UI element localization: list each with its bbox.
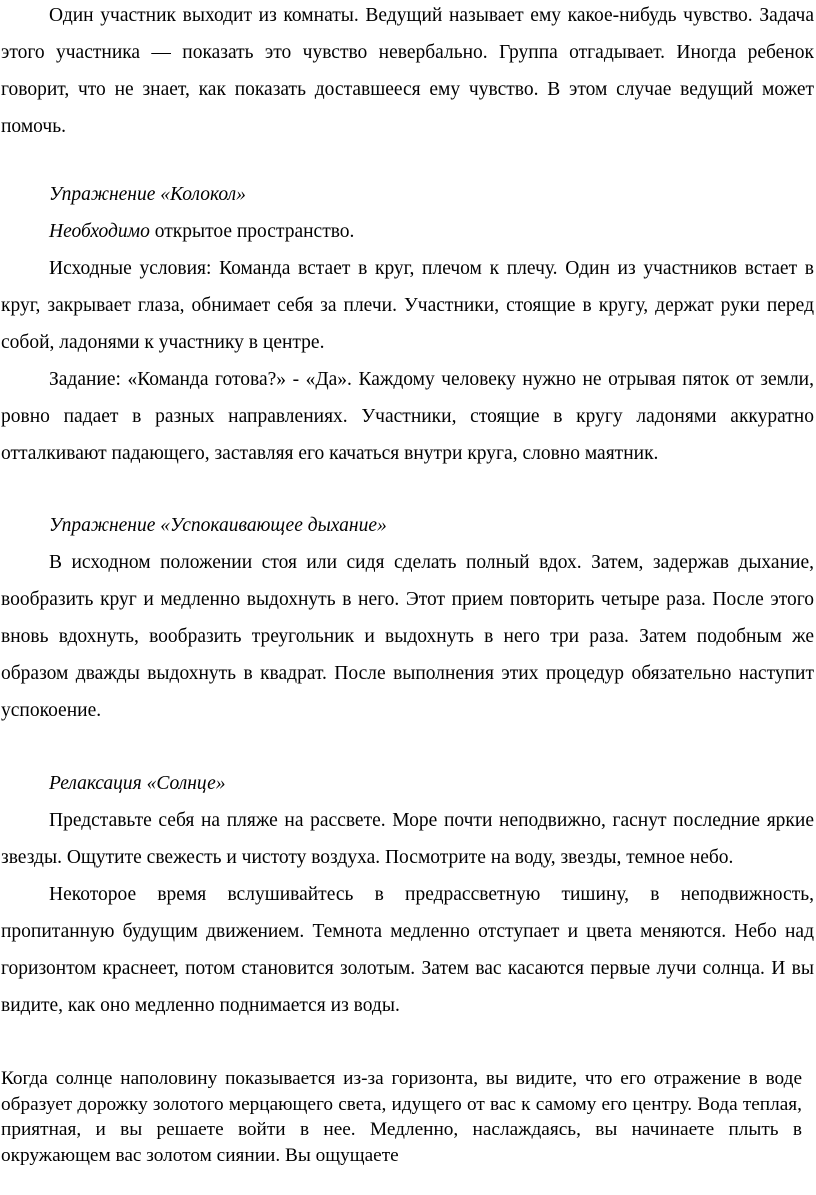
bell-exercise-requirement [0,213,816,250]
sun-relaxation-section [0,765,816,1024]
bell-exercise-conditions: Исходные условия: Команда встает в круг, плечом к плечу. Один из участников встает в круг, закрывает глаза, обнимает себя за плечи. Участники, стоящие в кругу, держат руки перед собой, ладонями к участнику в центре. [1,258,814,353]
requirement-text: открытое пространство. [149,221,355,242]
intro-paragraph: Один участник выходит из комнаты. Ведущий называет ему какое-нибудь чувство. Задача этого участника — показать это чувство невербально. Группа отгадывает. Иногда ребенок говорит, что не знает, как показать доставшееся ему чувство. В этом случае ведущий может помочь. [1,5,814,137]
sun-relaxation-paragraph-2: Некоторое время вслушивайтесь в предрассветную тишину, в неподвижность, пропитанную будущим движением. Темнота медленно отступает и цвета меняются. Небо над горизонтом краснеет, потом становится золотым. Затем вас касаются первые лучи солнца. И вы видите, как оно медленно поднимается из воды. [1,884,814,1016]
requirement-label: Необходимо [49,221,150,242]
sun-relaxation-title: Релаксация «Солнце» [49,773,226,794]
bell-exercise-section [0,176,816,472]
intro-section [0,0,816,145]
breathing-exercise-section [0,507,816,729]
bell-exercise-title: Упражнение «Колокол» [49,184,246,205]
breathing-exercise-title: Упражнение «Успокаивающее дыхание» [49,515,387,536]
sun-relaxation-paragraph-3: Когда солнце наполовину показывается из-за горизонта, вы видите, что его отражение в воде образует дорожку золотого мерцающего света, идущего от вас к самому его центру. Вода теплая, приятная, и вы решаете войти в нее. Медленно, наслаждаясь, вы начинаете плыть в окружающем вас золотом сиянии. Вы ощущаете [1,1068,802,1167]
sun-relaxation-paragraph-1: Представьте себя на пляже на рассвете. Море почти неподвижно, гаснут последние яркие звезды. Ощутите свежесть и чистоту воздуха. Посмотрите на воду, звезды, темное небо. [1,810,814,868]
bell-exercise-task: Задание: «Команда готова?» - «Да». Каждому человеку нужно не отрывая пяток от земли, ровно падает в разных направлениях. Участники, стоящие в кругу ладонями аккуратно отталкивают падающего, заставляя его качаться внутри круга, словно маятник. [1,369,814,464]
sun-relaxation-continuation [0,1066,816,1169]
breathing-exercise-text: В исходном положении стоя или сидя сделать полный вдох. Затем, задержав дыхание, вообразить круг и медленно выдохнуть в него. Этот прием повторить четыре раза. После этого вновь вдохнуть, вообразить треугольник и выдохнуть в него три раза. Затем подобным же образом дважды выдохнуть в квадрат. После выполнения этих процедур обязательно наступит успокоение. [1,552,814,721]
